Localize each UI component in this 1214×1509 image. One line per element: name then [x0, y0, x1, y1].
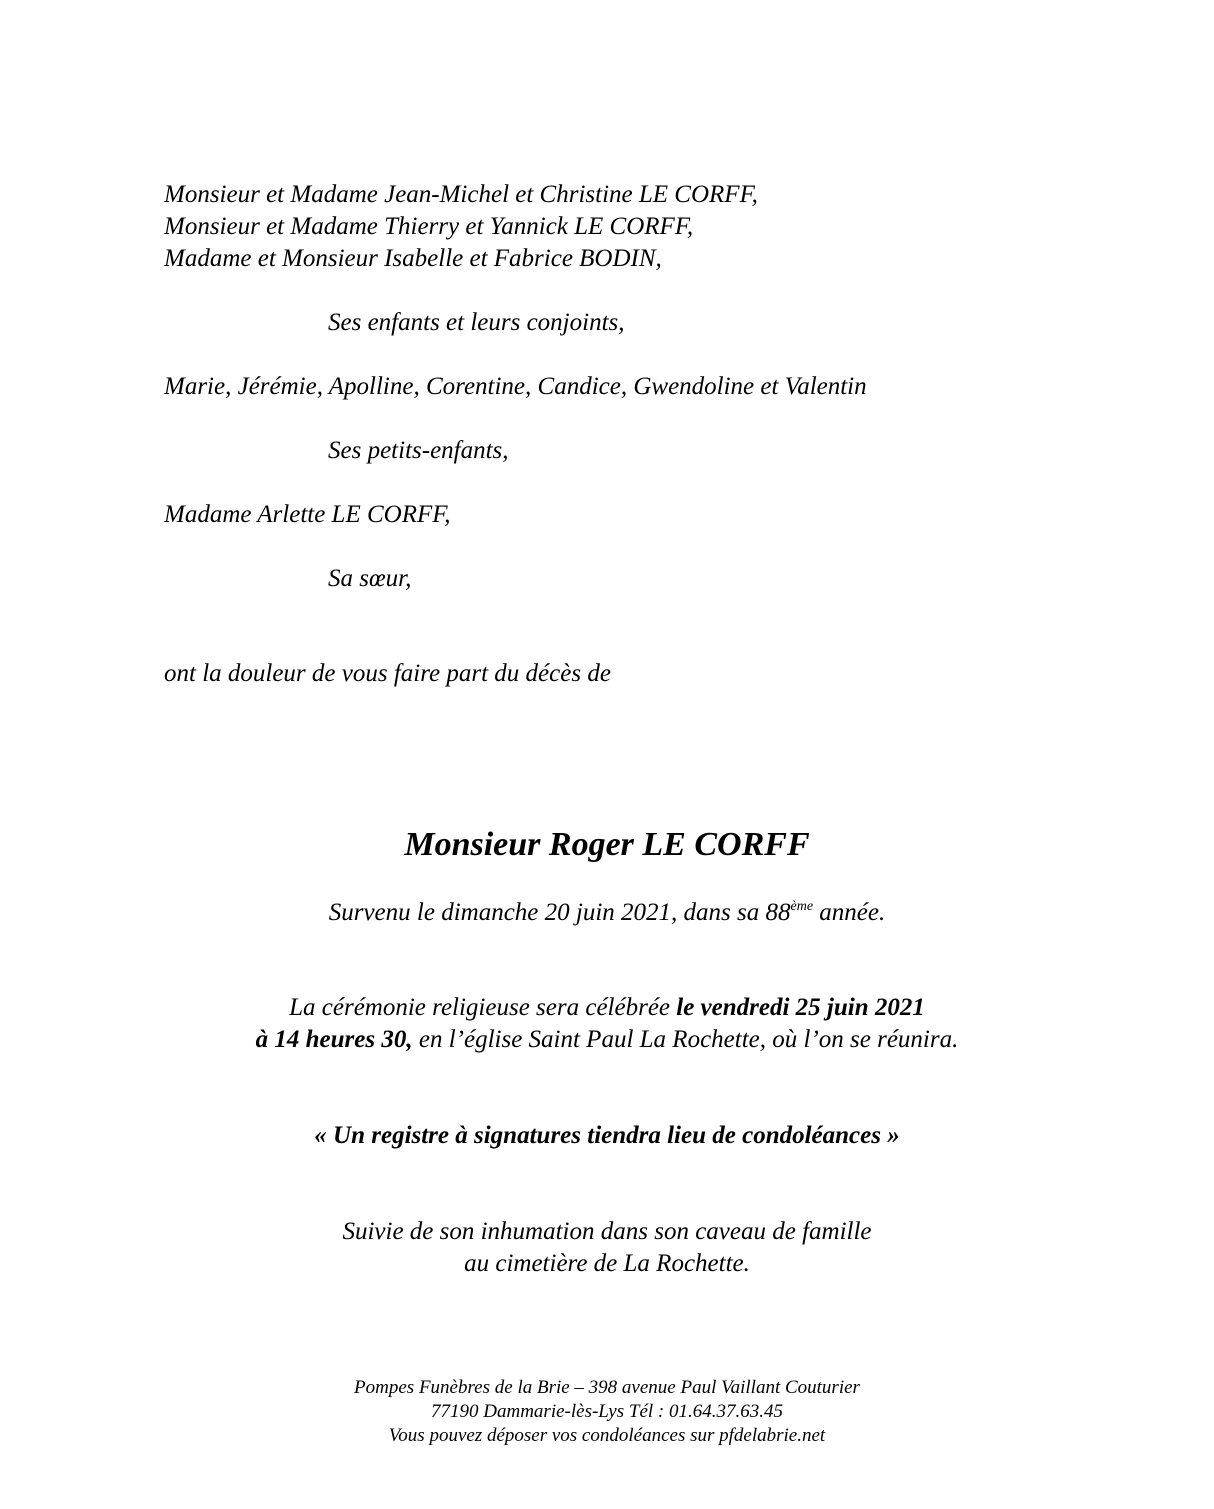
- ceremony-location: en l’église Saint Paul La Rochette, où l’on se réunira.: [412, 1026, 959, 1053]
- sister-caption: Sa sœur,: [328, 565, 412, 592]
- burial-line-1: Suivie de son inhumation dans son caveau de famille: [342, 1218, 872, 1245]
- death-date-suffix: année.: [813, 899, 886, 926]
- footer-website: Vous pouvez déposer vos condoléances sur pfdelabrie.net: [388, 1425, 826, 1446]
- grandchildren-caption: Ses petits-enfants,: [328, 437, 509, 464]
- ceremony-line-1: [0, 992, 1214, 1024]
- family-line-children-1: Monsieur et Madame Jean-Michel et Christine LE CORFF,: [164, 181, 758, 208]
- death-date-line: [0, 897, 1214, 929]
- family-line-children-3: Madame et Monsieur Isabelle et Fabrice BODIN,: [164, 245, 662, 272]
- family-line-children-2: Monsieur et Madame Thierry et Yannick LE CORFF,: [164, 213, 694, 240]
- ceremony-time: à 14 heures 30,: [255, 1026, 413, 1053]
- ceremony-line-2: [0, 1024, 1214, 1056]
- sister-name: Madame Arlette LE CORFF,: [164, 501, 451, 528]
- ceremony-line-1-text: La cérémonie religieuse sera célébrée: [289, 994, 677, 1021]
- announcement-text: ont la douleur de vous faire part du décès de: [164, 660, 611, 687]
- death-date-prefix: Survenu le dimanche 20 juin 2021, dans sa 88: [328, 899, 791, 926]
- children-caption: Ses enfants et leurs conjoints,: [328, 309, 625, 336]
- footer-phone: 77190 Dammarie-lès-Lys Tél : 01.64.37.63.45: [431, 1401, 783, 1422]
- death-date-ordinal: ème: [790, 899, 814, 914]
- deceased-name: Monsieur Roger LE CORFF: [404, 826, 810, 863]
- footer-address: Pompes Funèbres de la Brie – 398 avenue Paul Vaillant Couturier: [354, 1377, 860, 1398]
- registry-notice: « Un registre à signatures tiendra lieu de condoléances »: [314, 1122, 900, 1149]
- burial-line-2: au cimetière de La Rochette.: [464, 1250, 750, 1277]
- grandchildren-names: Marie, Jérémie, Apolline, Corentine, Candice, Gwendoline et Valentin: [164, 373, 867, 400]
- ceremony-date: le vendredi 25 juin 2021: [676, 994, 925, 1021]
